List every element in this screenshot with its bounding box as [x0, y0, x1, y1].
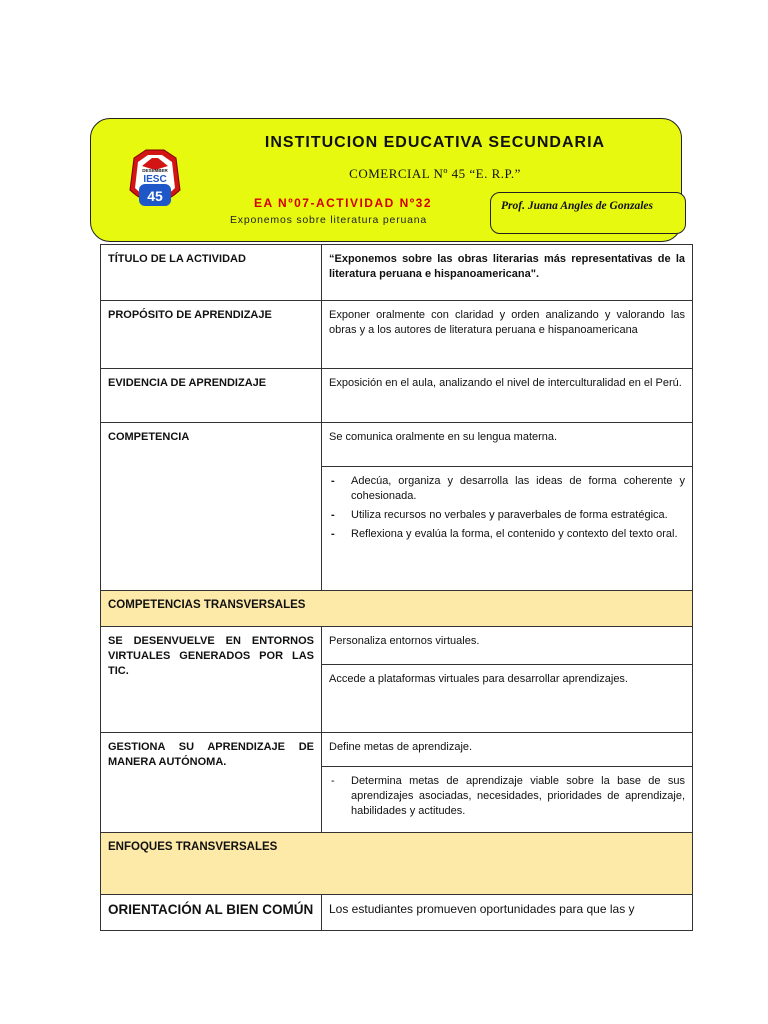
svg-text:IESC: IESC [143, 174, 167, 185]
evidencia-label: EVIDENCIA DE APRENDIZAJE [101, 369, 322, 423]
list-item: - Determina metas de aprendizaje viable sobre la base de sus aprendizajes asociadas, necesidades, prioridades de aprendizaje, habilidades y actitudes. [331, 775, 685, 817]
institution-title: INSTITUCION EDUCATIVA SECUNDARIA [264, 134, 606, 151]
table-row [101, 895, 693, 931]
institution-subtitle: COMERCIAL Nº 45 “E. R.P.” [349, 166, 521, 181]
tic-value-1: Personaliza entornos virtuales. [322, 627, 693, 665]
tic-label: SE DESENVUELVE EN ENTORNOS VIRTUALES GENERADOS POR LAS TIC. [101, 627, 322, 733]
gestiona-label: GESTIONA SU APRENDIZAJE DE MANERA AUTÓNOMA. [101, 733, 322, 833]
titulo-value: “Exponemos sobre las obras literarias más representativas de la literatura peruana e hispanoamericana". [322, 245, 693, 301]
competencia-label: COMPETENCIA [101, 423, 322, 591]
activity-table [100, 244, 693, 931]
table-row [101, 369, 693, 423]
svg-text:45: 45 [147, 188, 163, 204]
titulo-label: TÍTULO DE LA ACTIVIDAD [101, 245, 322, 301]
list-item: - Utiliza recursos no verbales y paraverbales de forma estratégica. [331, 509, 668, 521]
capacidades-list [329, 474, 685, 542]
table-row [101, 591, 693, 627]
table-row [101, 733, 693, 767]
capacidades-cell [322, 467, 693, 591]
list-item: - Reflexiona y evalúa la forma, el contenido y contexto del texto oral. [331, 528, 678, 540]
competencia-value: Se comunica oralmente en su lengua materna. [322, 423, 693, 467]
competencias-transversales-header: COMPETENCIAS TRANSVERSALES [101, 591, 693, 627]
activity-code: EA Nº07-ACTIVIDAD Nº32 [254, 196, 433, 210]
bien-comun-label: ORIENTACIÓN AL BIEN COMÚN [101, 895, 322, 931]
table-row [101, 627, 693, 665]
evidencia-value: Exposición en el aula, analizando el nivel de interculturalidad en el Perú. [322, 369, 693, 423]
gestiona-value-1: Define metas de aprendizaje. [322, 733, 693, 767]
school-shield-logo [126, 148, 184, 214]
table-row [101, 833, 693, 895]
svg-text:DESEMBER: DESEMBER [142, 168, 168, 173]
tic-value-2: Accede a plataformas virtuales para desarrollar aprendizajes. [322, 665, 693, 733]
bien-comun-value: Los estudiantes promueven oportunidades para que las y [322, 895, 693, 931]
activity-topic: Exponemos sobre literatura peruana [230, 214, 428, 226]
table-row [101, 301, 693, 369]
table-row [101, 423, 693, 467]
proposito-value: Exponer oralmente con claridad y orden analizando y valorando las obras y a los autores de literatura peruana e hispanoamericana [322, 301, 693, 369]
table-row [101, 245, 693, 301]
enfoques-transversales-header: ENFOQUES TRANSVERSALES [101, 833, 693, 895]
professor-box: Prof. Juana Angles de Gonzales [490, 192, 686, 234]
proposito-label: PROPÓSITO DE APRENDIZAJE [101, 301, 322, 369]
list-item: - Adecúa, organiza y desarrolla las ideas de forma coherente y cohesionada. [331, 475, 685, 502]
gestiona-value-2-cell [322, 767, 693, 833]
